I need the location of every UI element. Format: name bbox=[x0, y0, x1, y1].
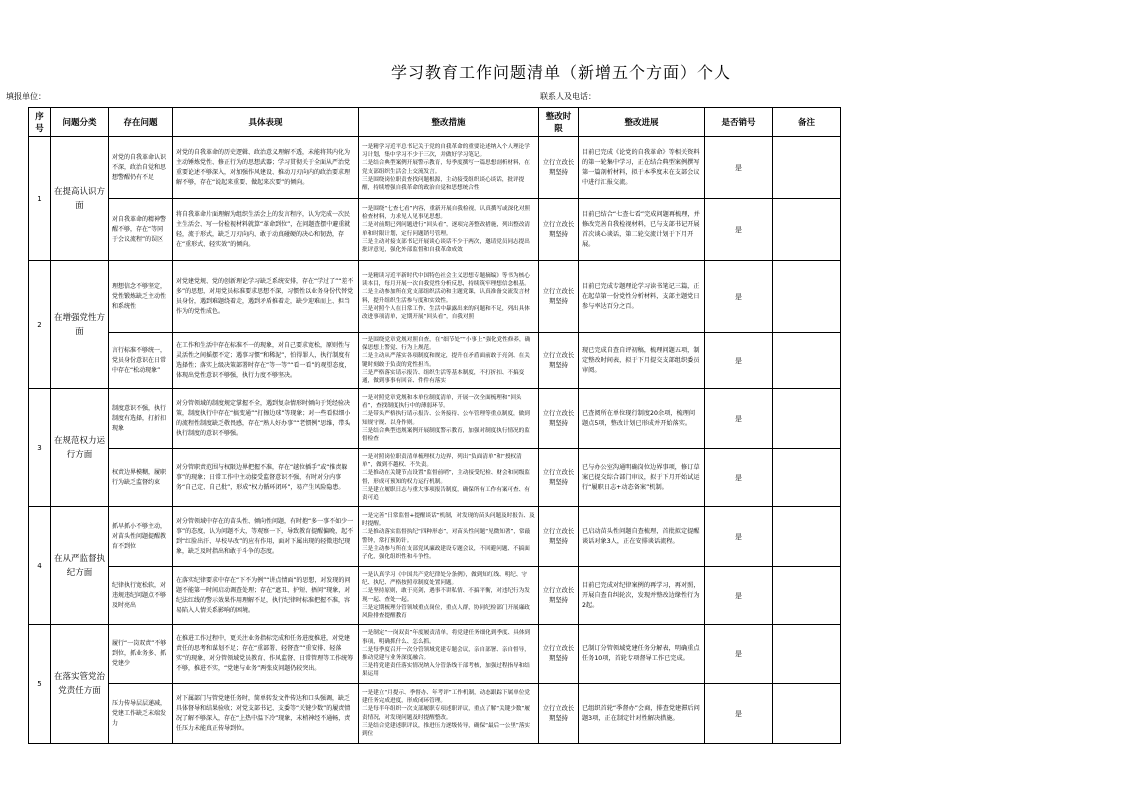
detail-cell: 对分管领域的制度规定掌握不全，遇到复杂情形时倾向于凭经验决策，制度执行中存在“搞变通”“打擦边球”等现象；对一些看似细小的流程性制度缺乏敬畏感，存在“熟人好办事”“老惯例”思维，带头执行制度的意识不够强。 bbox=[173, 389, 359, 449]
header-cell: 整改进展 bbox=[579, 108, 705, 137]
problem-cell: 权责边界模糊，履职行为缺乏监督约束 bbox=[109, 449, 173, 507]
closed-status-cell: 是 bbox=[705, 389, 773, 449]
progress-cell: 目前已完成对纪律案例的再学习，再对照，开展自查自纠轮次，发现并整改边缘性行为2起。 bbox=[579, 567, 705, 625]
contact-label: 联系人及电话： bbox=[540, 92, 596, 101]
measures-cell: 一是建立“月提示、季督办、年考评”工作机制，动态跟踪下属单位党建任务完成进度，形成闭环管理。 二是每半年组织一次支部履职专项述职评议，重点了解“关键少数”履责情况，对发现问题及时提醒整改。 三是结合党建述职评议，推进压力逐级传导，确保“最后一公里”落实到位 bbox=[359, 684, 539, 744]
note-cell bbox=[773, 449, 841, 507]
closed-status-cell: 是 bbox=[705, 625, 773, 684]
header-cell: 问题分类 bbox=[51, 108, 109, 137]
progress-cell: 已启动苗头性问题自查梳理，首批拟定提醒谈话对象3人，正在安排谈话流程。 bbox=[579, 507, 705, 567]
measures-cell: 一是对照党章党规和本单位制度清单，开展一次全面梳理和“回头看”，查找制度执行中的薄弱环节。 二是带头严格执行请示报告、公务接待、公车管理等重点制度，做到知规守规、以身作则。 三是结合典型违规案例开展制度警示教育，加强对制度执行情况的监督检查 bbox=[359, 389, 539, 449]
category-cell: 在从严监督执纪方面 bbox=[51, 507, 109, 625]
measures-cell: 一是围绕党章党规对照自查，在“细节处”“小事上”强化党性修养，确保思想上警觉、行为上规范。 二是主动从严落实各项制度和规定，提升在矛盾面前敢于亮剑、在关键时刻敢于负责的党性担当。 三是严格落实请示报告、组织生活等基本制度，不打折扣、不搞变通，做到事事有回音、件件有落实 bbox=[359, 333, 539, 389]
deadline-cell: 立行立改长期坚持 bbox=[539, 507, 579, 567]
problem-cell: 制度意识不强，执行制度有选择，打折扣现象 bbox=[109, 389, 173, 449]
deadline-cell: 立行立改长期坚持 bbox=[539, 261, 579, 333]
header-cell: 备注 bbox=[773, 108, 841, 137]
deadline-cell: 立行立改长期坚持 bbox=[539, 333, 579, 389]
measures-cell: 一是精读习近平新时代中国特色社会主义思想专题摘编》等书为核心读本目，每月开展一次自我党性分析反思，持续筑牢理想信念根基。 二是主动参加所在党支部组织活动和主题党课，认真准备交流发言材料，提升组织生活参与度和实效性。 三是对照个人在日常工作、生活中暴露出来的问题和不足，列出具体改进事项清单，定期开展“回头看”，自我对照 bbox=[359, 261, 539, 333]
table-row bbox=[29, 137, 841, 199]
deadline-cell: 立行立改长期坚持 bbox=[539, 137, 579, 199]
problem-cell: 言行标准不够统一，党员身份意识在日常中存在“松动现象” bbox=[109, 333, 173, 389]
deadline-cell: 立行立改长期坚持 bbox=[539, 199, 579, 261]
problem-cell: 压力传导层层递减，党建工作缺乏末端发力 bbox=[109, 684, 173, 744]
table-row bbox=[29, 684, 841, 744]
header-cell: 序号 bbox=[29, 108, 51, 137]
table-row bbox=[29, 389, 841, 449]
measures-cell: 一是精学习近平总书记关于党的自我革命的重要论述纳入个人理论学习计划，集中学习不少于三次，并做好学习笔记。 二是结合典型案例开展警示教育，每季度撰写一篇思想剖析材料，在党支部组织生活会上交流发言。 三是围绕岗位职责查找问题根源，主动接受组织谈心谈话，批评提醒，持续增强自我革命的政治自觉和思想统合性 bbox=[359, 137, 539, 199]
problem-cell: 对自我革命的精神警醒不够，存在“等同于会议流程”的误区 bbox=[109, 199, 173, 261]
problem-cell: 纪律执行宽松软，对违规违纪问题点不够及时亮出 bbox=[109, 567, 173, 625]
closed-status-cell: 是 bbox=[705, 261, 773, 333]
detail-cell: 在落实纪律要求中存在“下不为例”“讲点情面”的思想，对发现的问题不能第一时间启动调查处理；存在“遮丑、护短、捂问”现象，对纪法红线的警示效果作用理解不足，执行纪律时标准把握不准，容易陷入人情关系影响的困境。 bbox=[173, 567, 359, 625]
seq-cell: 5 bbox=[29, 625, 51, 744]
note-cell bbox=[773, 199, 841, 261]
detail-cell: 对分管领域中存在的苗头性、倾向性问题，有时抱“多一事不如少一事”的态度，认为问题不大，等观察一下，导致教育提醒偏晚，起不到“红脸出汗、早校早改”的应有作用，面对下属出现的轻微违纪现象，缺乏及时指出和敢于斗争的态度。 bbox=[173, 507, 359, 567]
seq-cell: 4 bbox=[29, 507, 51, 625]
closed-status-cell: 是 bbox=[705, 449, 773, 507]
note-cell bbox=[773, 625, 841, 684]
measures-cell: 一是围绕“七查七看”内容，重新开展自我检视，认真撰写或深化对照检查材料，力求见人见事见思想。 二是对前期已列问题进行“回头看”，逐项完善整改措施，列出整改清单和时限计划，定行问题销号管理。 三是主动对接支部书记开展谈心谈话不少于两次，邀请党员同志提出批评意见，强化外部监督和自我革命成效 bbox=[359, 199, 539, 261]
problem-cell: 理想信念不够坚定，党性锻炼缺乏主动性和系统性 bbox=[109, 261, 173, 333]
note-cell bbox=[773, 137, 841, 199]
category-cell: 在增强党性方面 bbox=[51, 261, 109, 389]
note-cell bbox=[773, 333, 841, 389]
header-row bbox=[29, 108, 841, 137]
deadline-cell: 立行立改长期坚持 bbox=[539, 625, 579, 684]
table-row bbox=[29, 625, 841, 684]
table-row bbox=[29, 199, 841, 261]
table-row bbox=[29, 507, 841, 567]
deadline-cell: 立行立改长期坚持 bbox=[539, 567, 579, 625]
progress-cell: 已与办公室沟通明确岗位边界事项，修订草案已提交综合部门审议，拟于下月开始试运行“履职日志+动态备案”机制。 bbox=[579, 449, 705, 507]
note-cell bbox=[773, 389, 841, 449]
note-cell bbox=[773, 567, 841, 625]
progress-cell: 目前已完成《论党的自我革命》等相关资料的第一轮集中学习，正在结合典型案例撰写第一篇剖析材料，拟于本季度末在支部会议中进行汇报交流。 bbox=[579, 137, 705, 199]
deadline-cell: 立行立改长期坚持 bbox=[539, 389, 579, 449]
detail-cell: 在推进工作过程中，更关注业务指标完成和任务进度推进，对党建责任的思考和谋划不足；存在“重部署、轻督查”“重安排、轻落实”的现象，对分管领域党员教育、作风监督、日常管理等工作统筹不够，推进不实，“党建与业务”两张皮问题仍较突出。 bbox=[173, 625, 359, 684]
measures-cell: 一是认真学习《中国共产党纪律处分条例》，做到知红线、明纪、守纪、执纪、严格按照章制度处置问题。 二是坚持原则，敢于亮剑，遇事不讲私情、不搞平衡，对违纪行为发现一起、查处一起。 三是定期梳理分管领域重点岗位，重点人群，协同纪检部门开展廉政风险排查提醒教育 bbox=[359, 567, 539, 625]
measures-cell: 一是制定“一岗双责”年度履责清单，将党建任务细化到季度、具体到事项，明确抓什么、怎么抓。 二是每季度召开一次分管领域党建专题会议，亲自部署、亲自督导，推动党建与业务深度融合。 三是将党建责任落实情况纳入分管条线干部考核，加强过程指导和结果运用 bbox=[359, 625, 539, 684]
problem-list-table bbox=[28, 107, 841, 744]
seq-cell: 2 bbox=[29, 261, 51, 389]
category-cell: 在规范权力运行方面 bbox=[51, 389, 109, 507]
seq-cell: 1 bbox=[29, 137, 51, 261]
category-cell: 在提高认识方面 bbox=[51, 137, 109, 261]
header-cell: 整改措施 bbox=[359, 108, 539, 137]
deadline-cell: 立行立改长期坚持 bbox=[539, 449, 579, 507]
detail-cell: 对党建党规、党的创新理论学习缺乏系统安排，存在“学过了”“差不多”的思想，对用党员标准要求思想不深，习惯性以业务身份代替党员身份，遇到难题绕着走，遇到矛盾推着走，缺少迎难而上、担当作为的党性成色。 bbox=[173, 261, 359, 333]
detail-cell: 将自我革命片面理解为组织生活会上的发言程序，认为完成一次民主生活会、写一份检视材料就算“革命到位”，在问题查摆中避重就轻，流于形式，缺乏刀刃向内、敢于动真碰硬的决心和韧劲，存在“重形式、轻实效”的倾向。 bbox=[173, 199, 359, 261]
progress-cell: 目前已完成专题理论学习读书笔记三篇，正在起草第一份党性分析材料，支部主题党日参与率达百分之百。 bbox=[579, 261, 705, 333]
category-cell: 在落实管党治党责任方面 bbox=[51, 625, 109, 744]
closed-status-cell: 是 bbox=[705, 137, 773, 199]
table-row bbox=[29, 333, 841, 389]
progress-cell: 现已完成自查自评初稿，梳理问题五项，制定整改时间表，拟于下月提交支部组织委员审阅。 bbox=[579, 333, 705, 389]
closed-status-cell: 是 bbox=[705, 567, 773, 625]
table-row bbox=[29, 449, 841, 507]
table-row bbox=[29, 261, 841, 333]
closed-status-cell: 是 bbox=[705, 507, 773, 567]
note-cell bbox=[773, 261, 841, 333]
problem-cell: 履行“一岗双责”不够到位，抓业务多、抓党建少 bbox=[109, 625, 173, 684]
detail-cell: 对下属部门与管党建任务时，简单转发文件传达和口头强调，缺乏具体督导和结果验收；对党支部书记、支委等“关键少数”的履责情况了解不够深入，存在“上热中温下冷”现象，末梢神经不通畅，责任压力未能真正传导到位。 bbox=[173, 684, 359, 744]
detail-cell: 在工作和生活中存在标准不一的现象，对自己要求宽松，原则性与灵活性之间摇摆不定；遇事习惯“和稀泥”，怕得罪人，执行制度有选择性；落实上级决策部署时存在“等一等”“看一看”的观望态度，体现出党性意识不够强，执行力度不够坚决。 bbox=[173, 333, 359, 389]
problem-cell: 对党的自我革命认识不深，政治自觉和思想警醒仍有不足 bbox=[109, 137, 173, 199]
header-cell: 是否销号 bbox=[705, 108, 773, 137]
note-cell bbox=[773, 684, 841, 744]
progress-cell: 已制订分管领域党建任务分解表，明确重点任务10项，首轮专项督导工作已完成。 bbox=[579, 625, 705, 684]
header-cell: 具体表现 bbox=[173, 108, 359, 137]
closed-status-cell: 是 bbox=[705, 199, 773, 261]
progress-cell: 已组织首轮“季督办”会商，排查党建滞后问题3项，正在制定针对性解决措施。 bbox=[579, 684, 705, 744]
header-cell: 存在问题 bbox=[109, 108, 173, 137]
closed-status-cell: 是 bbox=[705, 684, 773, 744]
seq-cell: 3 bbox=[29, 389, 51, 507]
measures-cell: 一是完善“日常监督+提醒谈话”机制，对发现的苗头问题及时报告、及时提醒。 二是推动落实监督执纪“四种形态”，对苗头性问题“见微知著”，常敲警钟，常打预防针。 三是主动参与所在支部党风廉政建设专题会议，不回避问题、不搞面子化，强化组织性和斗争性。 bbox=[359, 507, 539, 567]
measures-cell: 一是对照岗位职责清单梳理权力边界，列出“负面清单”和“授权清单”，做到不越权、不失责。 二是推动在关键节点设置“监督前哨”，主动接受纪检、财会和同级监督，形成可预知的权力运行机制。 三是建立履职日志与重大事项报告制度，确保所有工作有案可查、有责可追 bbox=[359, 449, 539, 507]
note-cell bbox=[773, 507, 841, 567]
table-body bbox=[29, 137, 841, 744]
problem-cell: 抓早抓小不够主动，对苗头性问题提醒教育不到位 bbox=[109, 507, 173, 567]
reporting-unit-label: 填报单位： bbox=[6, 92, 46, 101]
detail-cell: 对分管职责范围与权限边界把握不准，存在“越位插手”或“推责躲事”的现象；日常工作中主动接受监督意识不强，有时对分内事务“自己定、自己批”，形成“权力循环闭环”，易产生风险隐患。 bbox=[173, 449, 359, 507]
closed-status-cell: 是 bbox=[705, 333, 773, 389]
progress-cell: 已查阅所在单位现行制度20余项，梳理问题点5项，整改计划已形成并开始落实。 bbox=[579, 389, 705, 449]
progress-cell: 目前已结合“七查七看”完成问题再梳理，并修改完善自我检视材料，已与支部书记开展首次谈心谈话，第二轮交流计划于下月开展。 bbox=[579, 199, 705, 261]
detail-cell: 对党的自我革命的历史逻辑、政治意义理解不透，未能将其内化为主动锤炼党性、修正行为的思想武器；学习贯彻关于全面从严治党重要论述不够深入，对加强作风建设、推动刀刃向内的政治要求理解不够，存在“说起来重要、做起来次要”的倾向。 bbox=[173, 137, 359, 199]
page-title: 学习教育工作问题清单（新增五个方面）个人 bbox=[390, 63, 731, 82]
deadline-cell: 立行立改长期坚持 bbox=[539, 684, 579, 744]
header-cell: 整改时限 bbox=[539, 108, 579, 137]
table-row bbox=[29, 567, 841, 625]
